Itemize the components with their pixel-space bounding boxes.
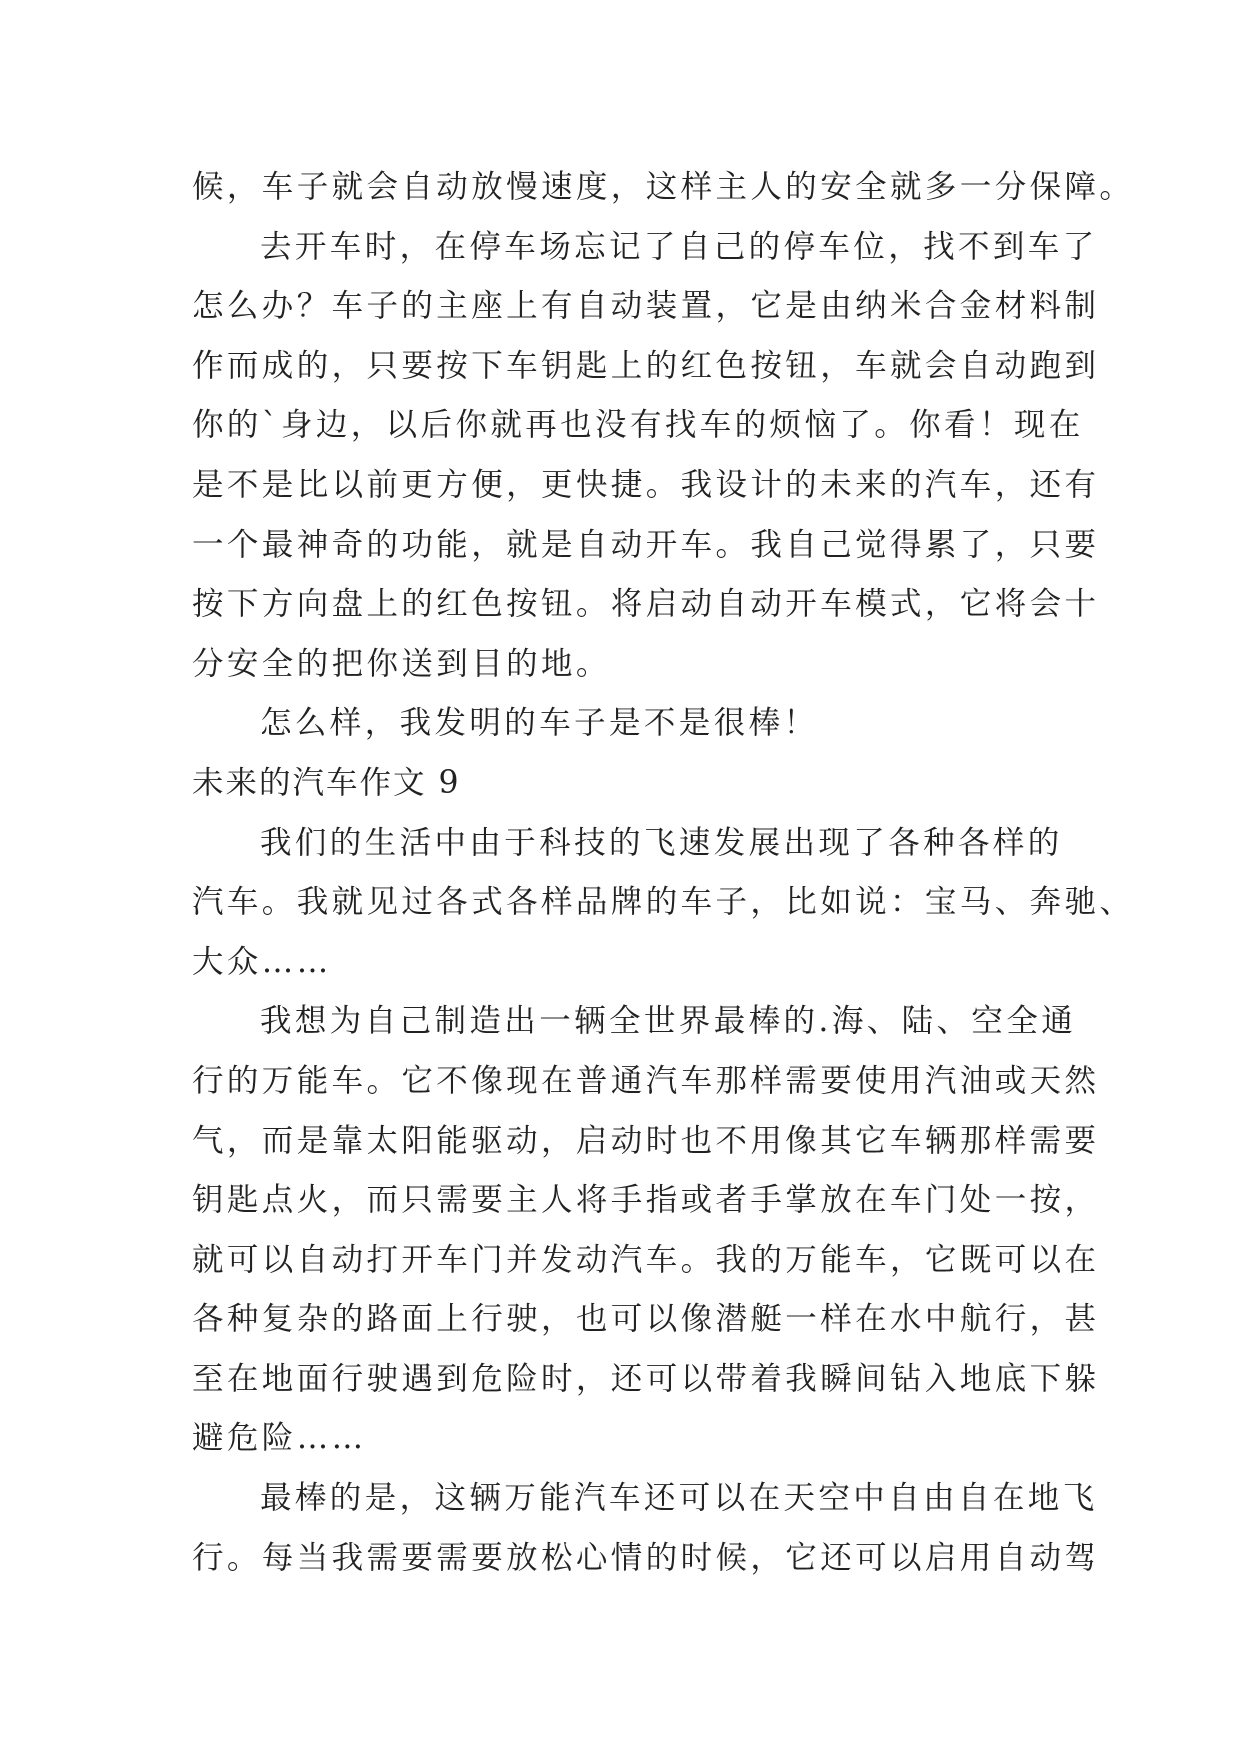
paragraph-start-line: 去开车时，在停车场忘记了自己的停车位，找不到车了 [260,228,1098,265]
text-line: 怎么办？车子的主座上有自动装置，它是由纳米合金材料制 [192,288,1100,325]
text-line: 行的万能车。它不像现在普通汽车那样需要使用汽油或天然 [192,1062,1100,1099]
text-line: 作而成的，只要按下车钥匙上的红色按钮，车就会自动跑到 [192,347,1100,384]
text-line: 气，而是靠太阳能驱动，启动时也不用像其它车辆那样需要 [192,1122,1100,1159]
text-line: 是不是比以前更方便，更快捷。我设计的未来的汽车，还有 [192,466,1100,503]
essay-body [192,158,1135,1588]
paragraph-start-line: 我想为自己制造出一辆全世界最棒的.海、陆、空全通 [260,1003,1077,1040]
text-line: 候，车子就会自动放慢速度，这样主人的安全就多一分保障。 [192,169,1135,205]
paragraph-start-line: 最棒的是，这辆万能汽车还可以在天空中自由自在地飞 [260,1480,1098,1517]
text-line: 分安全的把你送到目的地。 [192,645,611,682]
text-line: 钥匙点火，而只需要主人将手指或者手掌放在车门处一按， [192,1182,1100,1219]
text-line: 各种复杂的路面上行驶，也可以像潜艇一样在水中航行，甚 [192,1301,1100,1338]
text-line: 一个最神奇的功能，就是自动开车。我自己觉得累了，只要 [192,526,1100,563]
text-line: 大众…… [192,943,332,980]
text-line: 汽车。我就见过各式各样品牌的车子，比如说：宝马、奔驰、 [192,884,1135,921]
text-line: 按下方向盘上的红色按钮。将启动自动开车模式，它将会十 [192,586,1100,623]
paragraph-start-line: 怎么样，我发明的车子是不是很棒！ [260,705,819,742]
paragraph-start-line: 我们的生活中由于科技的飞速发展出现了各种各样的 [260,824,1063,861]
text-line: 就可以自动打开车门并发动汽车。我的万能车，它既可以在 [192,1241,1100,1278]
text-line: 至在地面行驶遇到危险时，还可以带着我瞬间钻入地底下躲 [192,1360,1100,1397]
section-title: 未来的汽车作文 9 [192,764,461,801]
text-line: 避危险…… [192,1420,367,1457]
text-line: 行。每当我需要需要放松心情的时候，它还可以启用自动驾 [192,1539,1100,1576]
text-line: 你的`身边，以后你就再也没有找车的烦恼了。你看！现在 [192,407,1084,444]
